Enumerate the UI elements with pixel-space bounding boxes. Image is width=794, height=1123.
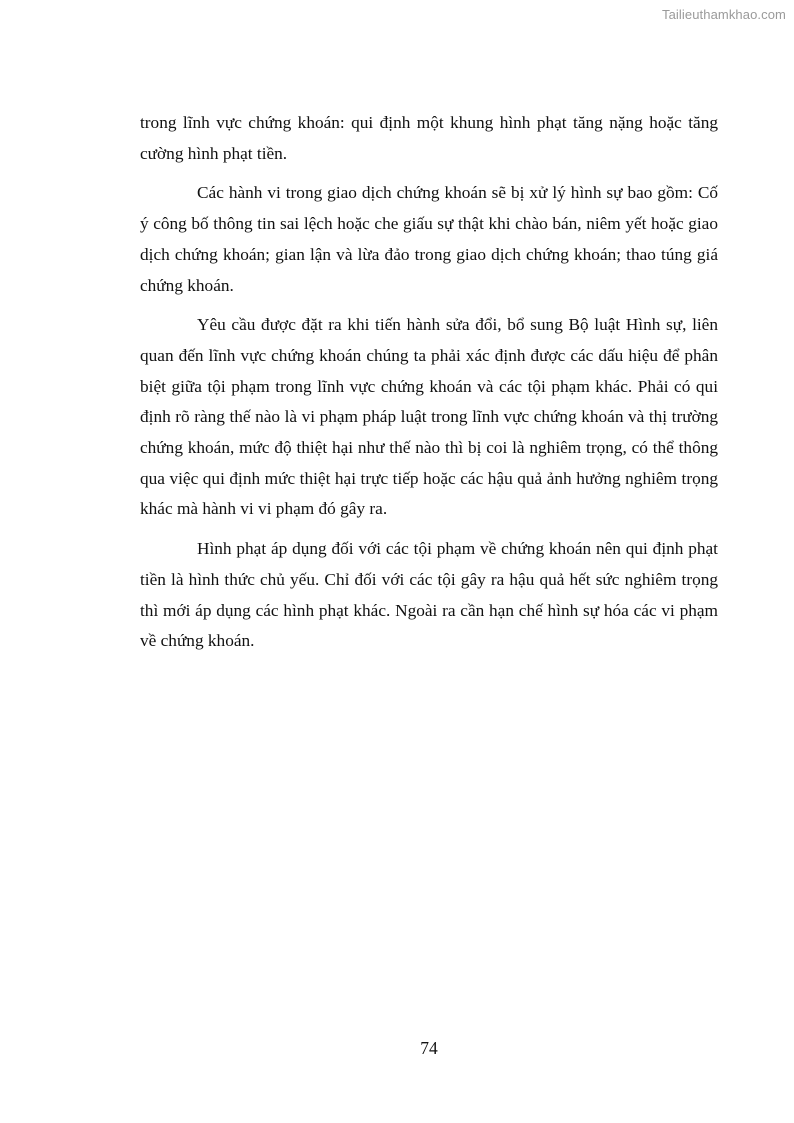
paragraph-penalties: Hình phạt áp dụng đối với các tội phạm về chứng khoán nên qui định phạt tiền là hình thức chủ yếu. Chỉ đối với các tội gây ra hậu quả hết sức nghiêm trọng thì mới áp dụng các hình phạt khác. Ngoài ra cần hạn chế hình sự hóa các vi phạm về chứng khoán. xyxy=(140,539,718,651)
paragraph-continuation: trong lĩnh vực chứng khoán: qui định một khung hình phạt tăng nặng hoặc tăng cường hình phạt tiền. xyxy=(140,113,718,163)
watermark-text: Tailieuthamkhao.com xyxy=(661,7,786,22)
page-number: 74 xyxy=(420,1038,438,1058)
paragraph-acts: Các hành vi trong giao dịch chứng khoán sẽ bị xử lý hình sự bao gồm: Cố ý công bố thông tin sai lệch hoặc che giấu sự thật khi chào bán, niêm yết hoặc giao dịch chứng khoán; gian lận và lừa đảo trong giao dịch chứng khoán; thao túng giá chứng khoán. xyxy=(140,183,718,295)
paragraph-requirements: Yêu cầu được đặt ra khi tiến hành sửa đổi, bổ sung Bộ luật Hình sự, liên quan đến lĩnh vực chứng khoán chúng ta phải xác định được các dấu hiệu để phân biệt giữa tội phạm trong lĩnh vực chứng khoán và các tội phạm khác. Phải có qui định rõ ràng thế nào là vi phạm pháp luật trong lĩnh vực chứng khoán và thị trường chứng khoán, mức độ thiệt hại như thế nào thì bị coi là nghiêm trọng, có thể thông qua việc qui định mức thiệt hại trực tiếp hoặc các hậu quả ảnh hưởng nghiêm trọng khác mà hành vi vi phạm đó gây ra. xyxy=(140,315,718,519)
document-body xyxy=(140,108,718,666)
